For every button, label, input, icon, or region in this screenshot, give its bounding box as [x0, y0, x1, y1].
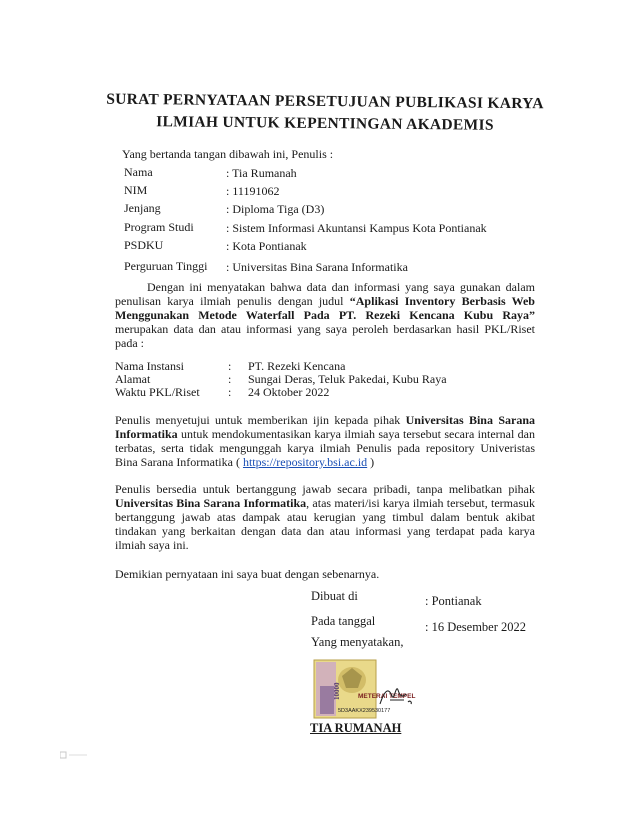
permission-paragraph: [115, 413, 535, 469]
intro-text: Yang bertanda tangan dibawah ini, Penulis :: [122, 147, 334, 161]
responsibility-university-name: Universitas Bina Sarana Informatika: [115, 496, 307, 510]
stamp-hologram: [320, 686, 334, 714]
responsibility-paragraph: [115, 482, 535, 552]
identity-value-university: : Universitas Bina Sarana Informatika: [226, 260, 408, 274]
institution-label-date: Waktu PKL/Riset: [115, 385, 200, 399]
stamp-serial: 5D3AAKX239530177: [338, 708, 391, 714]
repository-link[interactable]: https://repository.bsi.ac.id: [242, 455, 368, 469]
identity-value-level: : Diploma Tiga (D3): [226, 202, 325, 216]
identity-label-university: Perguruan Tinggi: [124, 259, 208, 273]
statement-text-start: Dengan ini menyatakan bahwa data dan informasi yang saya gunakan dalam penulisan karya ilmiah penulis dengan judul: [115, 280, 535, 308]
institution-colon-name: :: [228, 359, 232, 373]
responsibility-text-end: , atas materi/isi karya ilmiah tersebut, termasuk bertanggung jawab atas dampak atau kerugian yang timbul dalam bentuk akibat tindakan yang berkaitan dengan data dan atau informasi yang terdapat pada karya ilmiah saya ini.: [115, 496, 535, 552]
thesis-title: “Aplikasi Inventory Berbasis Web Menggunakan Metode Waterfall Pada PT. Rezeki Kencana Kubu Raya”: [115, 294, 535, 322]
identity-label-psdku: PSDKU: [124, 238, 164, 252]
identity-value-program: : Sistem Informasi Akuntansi Kampus Kota Pontianak: [226, 221, 487, 235]
institution-value-name: PT. Rezeki Kencana: [248, 359, 346, 373]
permission-text-start: Penulis menyetujui untuk memberikan ijin kepada pihak: [115, 413, 406, 427]
institution-colon-address: :: [228, 372, 232, 386]
date-label: Pada tanggal: [311, 614, 376, 628]
declarant-label: Yang menyatakan,: [311, 635, 404, 649]
date-value: : 16 Desember 2022: [425, 620, 527, 634]
stamp-title: METERAI TEMPEL: [358, 693, 416, 700]
identity-label-program: Program Studi: [124, 220, 194, 234]
signatory-name: TIA RUMANAH: [310, 721, 402, 735]
revenue-stamp: [312, 656, 416, 722]
identity-label-name: Nama: [124, 165, 153, 179]
stamp-amount: 10000: [333, 682, 341, 700]
permission-text-end: ): [367, 455, 375, 469]
identity-value-name: : Tia Rumanah: [226, 166, 297, 180]
institution-colon-date: :: [228, 385, 232, 399]
institution-label-address: Alamat: [115, 372, 151, 386]
document-title-line-1: SURAT PERNYATAAN PERSETUJUAN PUBLIKASI KARYA: [106, 90, 544, 113]
institution-value-address: Sungai Deras, Teluk Pakedai, Kubu Raya: [248, 372, 447, 386]
scanner-watermark-icon: [60, 751, 88, 759]
identity-value-nim: : 11191062: [226, 184, 280, 198]
identity-label-nim: NIM: [124, 183, 148, 197]
institution-value-date: 24 Oktober 2022: [248, 385, 330, 399]
identity-value-psdku: : Kota Pontianak: [226, 239, 307, 253]
document-title-line-2: ILMIAH UNTUK KEPENTINGAN AKADEMIS: [156, 113, 494, 134]
responsibility-text-start: Penulis bersedia untuk bertanggung jawab secara pribadi, tanpa melibatkan pihak: [115, 482, 535, 496]
permission-university-name: Universitas Bina Sarana Informatika: [115, 413, 535, 441]
closing-statement: Demikian pernyataan ini saya buat dengan sebenarnya.: [115, 567, 380, 581]
made-at-label: Dibuat di: [311, 589, 358, 603]
identity-label-level: Jenjang: [124, 201, 161, 215]
statement-paragraph: [115, 280, 535, 350]
made-at-value: : Pontianak: [425, 594, 482, 608]
permission-text-middle: untuk mendokumentasikan karya ilmiah saya tersebut secara internal dan terbatas, serta tidak mengunggah karya ilmiah Penulis pada repository Univeristas Bina Sarana Informatika (: [115, 427, 535, 469]
statement-text-end: merupakan data dan atau informasi yang saya peroleh berdasarkan hasil PKL/Riset pada :: [115, 322, 535, 350]
institution-label-name: Nama Instansi: [115, 359, 184, 373]
